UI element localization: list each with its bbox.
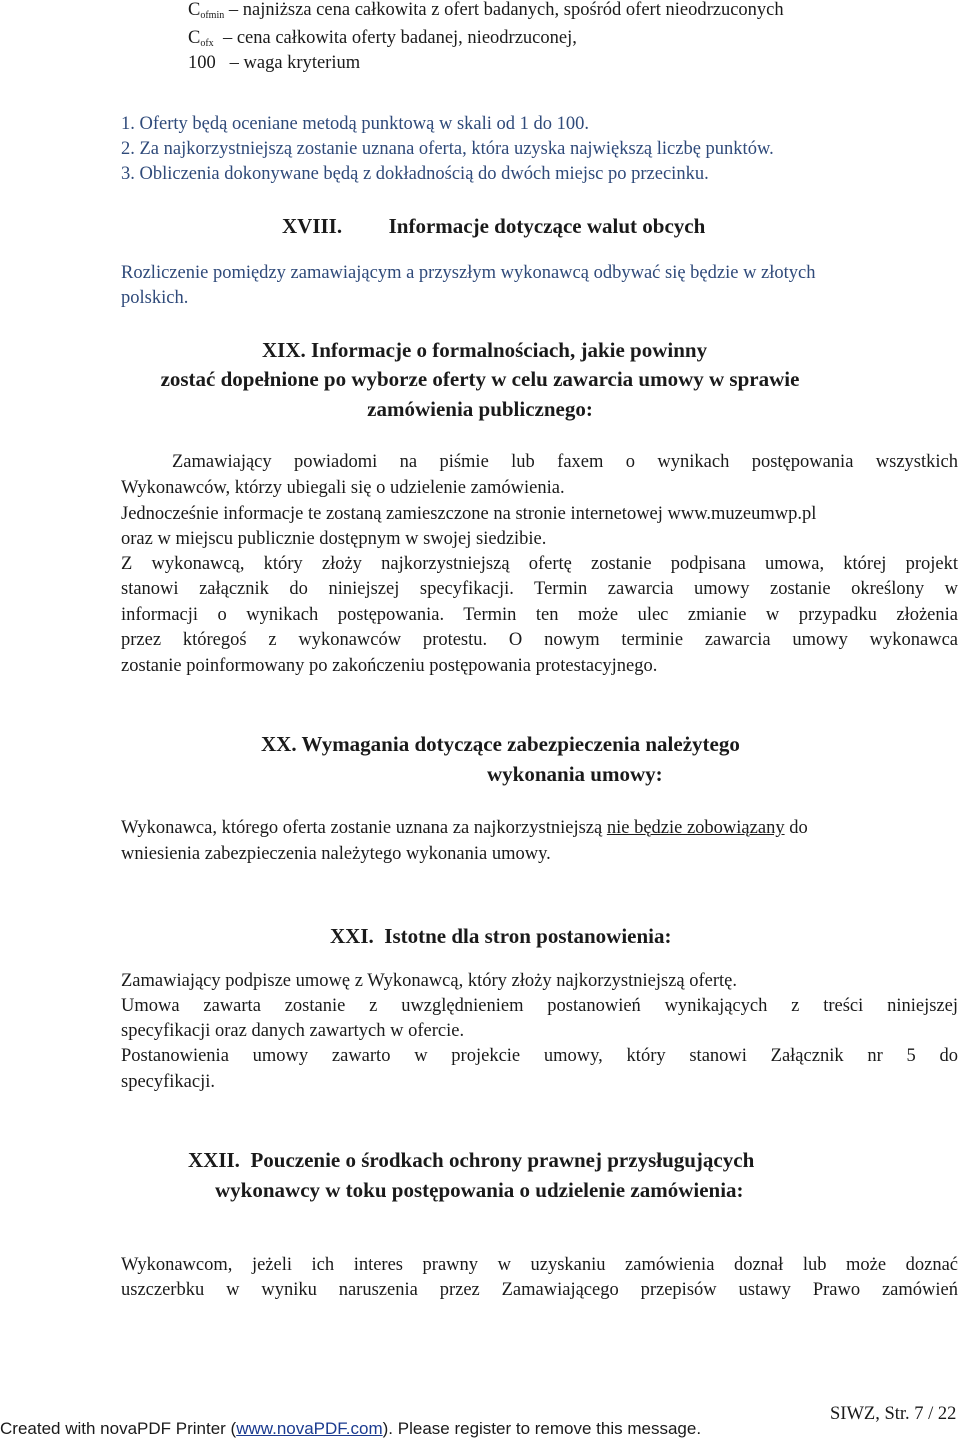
underlined-phrase: nie będzie zobowiązany [606, 818, 785, 838]
section-xix-heading-3: zamówienia publicznego: [367, 397, 593, 421]
section-xix-text-2: Wykonawców, którzy ubiegali się o udzielenie zamówienia. [121, 478, 565, 498]
section-xxii-heading-2: wykonawcy w toku postępowania o udzielenie zamówienia: [215, 1178, 744, 1202]
section-xix-text-3: Jednocześnie informacje te zostaną zamieszczone na stronie internetowej www.muzeumwp.pl [121, 504, 817, 524]
legend-symbol: $C_{ofx}$ [188, 28, 214, 49]
section-xxi-text-5: specyfikacji. [121, 1072, 215, 1092]
legend-line-cofx: $C_{ofx}$ – cena całkowita oferty badanej, nieodrzuconej, [188, 28, 577, 49]
legend-line-cofmin: $C_{ofmin}$ – najniższa cena całkowita z ofert badanych, spośród ofert nieodrzuconych [188, 0, 784, 21]
section-xxi-text-3: specyfikacji oraz danych zawartych w ofercie. [121, 1021, 465, 1041]
section-xxii-heading-1: XXII. Pouczenie o środkach ochrony prawnej przysługujących [188, 1148, 755, 1172]
novapdf-link[interactable]: www.novaPDF.com [236, 1419, 383, 1438]
section-xx-heading-2: wykonania umowy: [487, 762, 663, 786]
scoring-item-2: 2. Za najkorzystniejszą zostanie uznana oferta, która uzyska największą liczbę punktów. [121, 139, 774, 159]
section-xix-heading-2: zostać dopełnione po wyborze oferty w celu zawarcia umowy w sprawie [160, 367, 800, 391]
section-xix-text-9: zostanie poinformowany po zakończeniu postępowania protestacyjnego. [121, 656, 658, 676]
section-xviii-text-2: polskich. [121, 288, 189, 308]
section-xx-text-1: Wykonawca, którego oferta zostanie uznana za najkorzystniejszą nie będzie zobowiązany do [121, 818, 808, 838]
section-xxi-text-4: Postanowienia umowy zawarto w projekcie umowy, który stanowi Załącznik nr 5 do [121, 1046, 958, 1066]
section-xviii-heading: XVIII. Informacje dotyczące walut obcych [282, 214, 706, 238]
section-xxi-text-1: Zamawiający podpisze umowę z Wykonawcą, który złoży najkorzystniejszą ofertę. [121, 971, 738, 991]
page-number: SIWZ, Str. 7 / 22 [830, 1404, 957, 1424]
section-xix-text-4: oraz w miejscu publicznie dostępnym w swojej siedzibie. [121, 529, 547, 549]
section-xx-heading-1: XX. Wymagania dotyczące zabezpieczenia należytego [261, 732, 740, 756]
legend-line-weight: 100 – waga kryterium [188, 53, 361, 73]
scoring-item-3: 3. Obliczenia dokonywane będą z dokładnością do dwóch miejsc po przecinku. [121, 164, 709, 184]
section-xix-text-6: stanowi załącznik do niniejszej specyfikacji. Termin zawarcia umowy zostanie określony w [121, 579, 958, 599]
section-xix-text-7: informacji o wynikach postępowania. Termin ten może ulec zmianie w przypadku złożenia [121, 605, 958, 625]
section-xix-heading-1: XIX. Informacje o formalnościach, jakie powinny [262, 338, 708, 362]
section-xx-text-2: wniesienia zabezpieczenia należytego wykonania umowy. [121, 844, 551, 864]
section-xix-text-1: Zamawiający powiadomi na piśmie lub faxem o wynikach postępowania wszystkich [172, 452, 958, 472]
legend-symbol: $C_{ofmin}$ [188, 0, 225, 21]
scoring-item-1: 1. Oferty będą oceniane metodą punktową w skali od 1 do 100. [121, 114, 590, 134]
section-xxi-heading: XXI. Istotne dla stron postanowienia: [330, 924, 672, 948]
section-xxii-text-2: uszczerbku w wyniku naruszenia przez Zamawiającego przepisów ustawy Prawo zamówień [121, 1280, 958, 1300]
section-xxi-text-2: Umowa zawarta zostanie z uwzględnieniem postanowień wynikających z treści niniejszej [121, 996, 958, 1016]
section-xviii-text-1: Rozliczenie pomiędzy zamawiającym a przyszłym wykonawcą odbywać się będzie w złotych [121, 263, 816, 283]
section-xix-text-5: Z wykonawcą, który złoży najkorzystniejszą ofertę zostanie podpisana umowa, której projekt [121, 554, 958, 574]
section-xix-text-8: przez któregoś z wykonawców protestu. O nowym terminie zawarcia umowy wykonawca [121, 630, 958, 650]
watermark-notice: Created with novaPDF Printer (www.novaPDF.com). Please register to remove this message. [0, 1419, 702, 1438]
section-xxii-text-1: Wykonawcom, jeżeli ich interes prawny w uzyskaniu zamówienia doznał lub może doznać [121, 1255, 958, 1275]
